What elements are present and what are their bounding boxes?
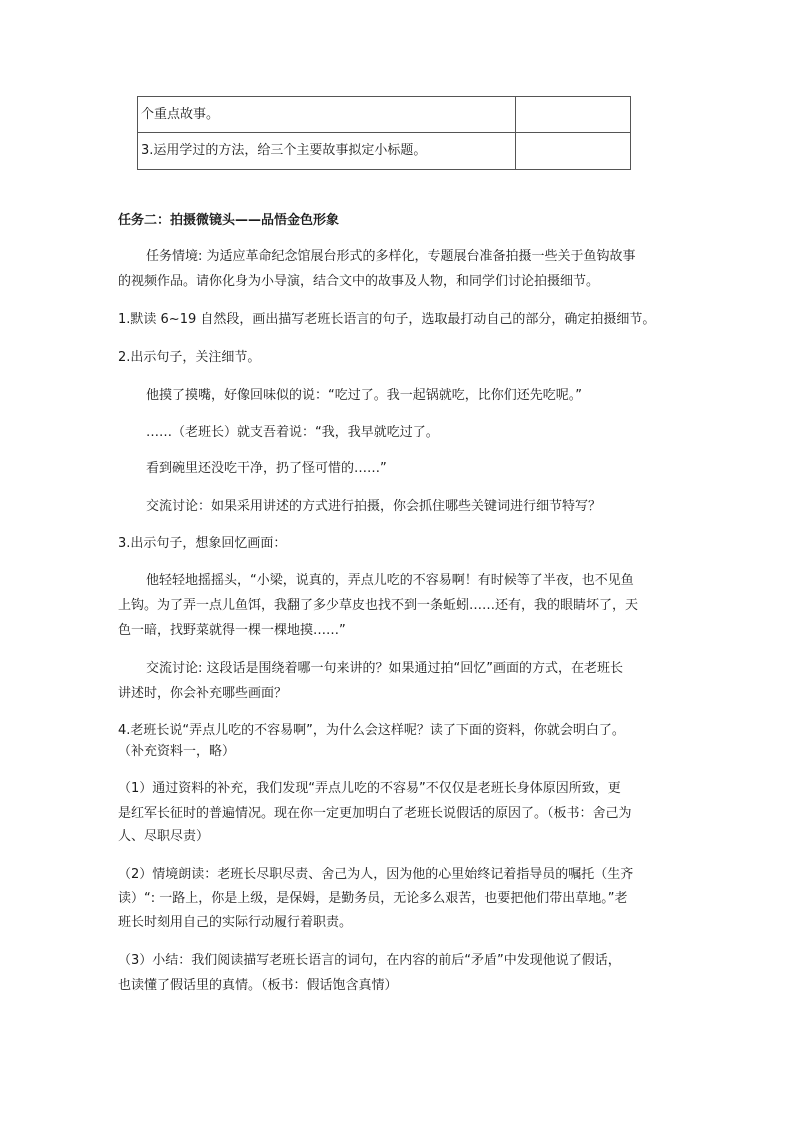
task-table <box>137 96 631 170</box>
table-cell-text: 个重点故事。 <box>138 97 516 133</box>
paragraph-line: （3）小结：我们阅读描写老班长语言的词句，在内容的前后“矛盾”中发现他说了假话， <box>118 953 621 968</box>
table-row <box>138 97 631 133</box>
paragraph-line: （1）通过资料的补充，我们发现“弄点儿吃的不容易”不仅仅是老班长身体原因所致，更 <box>118 781 621 796</box>
quote-text-line: 上钩。为了弄一点儿鱼饵，我翻了多少草皮也找不到一条蚯蚓……还有，我的眼睛坏了，天 <box>118 598 639 613</box>
paragraph-line: 是红军长征时的普遍情况。现在你一定更加明白了老班长说假话的原因了。（板书：舍己为 <box>118 806 632 821</box>
paragraph-line: （2）情境朗读：老班长尽职尽责、舍己为人，因为他的心里始终记着指导员的嘱托（生齐 <box>118 867 634 882</box>
table-cell-text: 3.运用学过的方法，给三个主要故事拟定小标题。 <box>138 133 516 170</box>
table-row <box>138 133 631 170</box>
step-text-line: （补充资料一，略） <box>118 744 236 759</box>
section-heading: 任务二：拍摄微镜头——品悟金色形象 <box>118 213 340 228</box>
paragraph-line: 人、尽职尽责） <box>118 829 210 844</box>
situation-text-line: 的视频作品。请你化身为小导演，结合文中的故事及人物，和同学们讨论拍摄细节。 <box>118 274 600 289</box>
table-cell-note <box>516 97 631 133</box>
quote-text: 看到碗里还没吃干净，扔了怪可惜的……” <box>146 461 387 476</box>
step-text-line: 4.老班长说“弄点儿吃的不容易啊”，为什么会这样呢？读了下面的资料，你就会明白了。 <box>118 723 625 738</box>
step-text: 2.出示句子，关注细节。 <box>118 350 261 365</box>
quote-text-line: 他轻轻地摇摇头，“小梁，说真的，弄点儿吃的不容易啊！有时候等了半夜，也不见鱼 <box>146 573 634 588</box>
step-text: 3.出示句子，想象回忆画面： <box>118 536 287 551</box>
discussion-text-line: 交流讨论: 这段话是围绕着哪一句来讲的？如果通过拍“回忆”画面的方式，在老班长 <box>146 661 623 676</box>
quote-text: ……（老班长）就支吾着说：“我，我早就吃过了。 <box>146 425 439 440</box>
paragraph-line: 也读懂了假话里的真情。（板书：假话饱含真情） <box>118 978 398 993</box>
quote-text-line: 色一暗，找野菜就得一棵一棵地摸……” <box>118 623 346 638</box>
discussion-text: 交流讨论：如果采用讲述的方式进行拍摄，你会抓住哪些关键词进行细节特写？ <box>146 499 602 514</box>
step-text: 1.默读 6~19 自然段，画出描写老班长语言的句子，选取最打动自己的部分，确定拍摄细节。 <box>118 312 656 327</box>
paragraph-line: 读）“: 一路上，你是上级，是保姆，是勤务员，无论多么艰苦，也要把他们带出草地。”老 <box>118 891 628 906</box>
discussion-text-line: 讲述时，你会补充哪些画面？ <box>118 686 288 701</box>
situation-text-line: 任务情境: 为适应革命纪念馆展台形式的多样化，专题展台准备拍摄一些关于鱼钩故事 <box>146 249 636 264</box>
table-cell-note <box>516 133 631 170</box>
quote-text: 他摸了摸嘴，好像回味似的说：“吃过了。我一起锅就吃，比你们还先吃呢。” <box>146 388 582 403</box>
paragraph-line: 班长时刻用自己的实际行动履行着职责。 <box>118 915 353 930</box>
